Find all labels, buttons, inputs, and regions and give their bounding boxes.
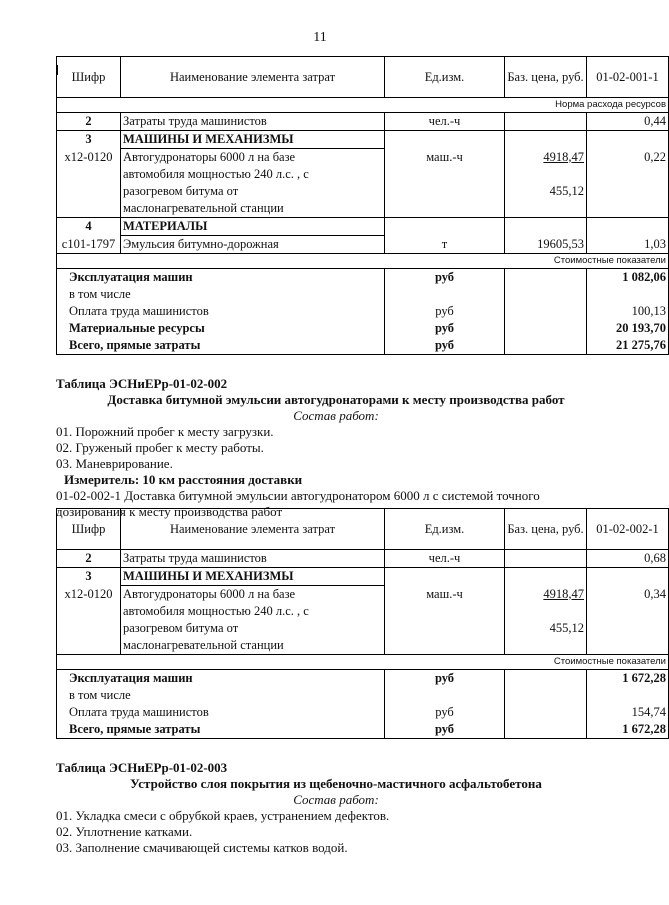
- summary-row: Оплата труда машинистов руб 100,13: [57, 303, 669, 320]
- table-header-row: [57, 57, 669, 98]
- section-heading: Доставка битумной эмульсии автогудронаторами к месту производства работ: [107, 392, 565, 407]
- composition-label: Состав работ:: [293, 792, 379, 807]
- header-norm-code: 01-02-001-1: [587, 57, 669, 98]
- meter-line: Измеритель: 10 км расстояния доставки: [64, 472, 303, 487]
- summary-row: в том числе: [57, 286, 669, 303]
- summary-row: Материальные ресурсы руб 20 193,70: [57, 320, 669, 337]
- table-row: х12-0120 Автогудронаторы 6000 л на базе автомобиля мощностью 240 л.с. , с разогревом битума от маслонагревательной станции маш.-ч 4918,47 455,12 0,34: [57, 586, 669, 655]
- section-heading: Устройство слоя покрытия из щебеночно-мастичного асфальтобетона: [130, 776, 542, 791]
- header-norm-code: 01-02-002-1: [587, 509, 669, 550]
- section-2-text: [56, 376, 616, 520]
- description-line: 01-02-002-1 Доставка битумной эмульсии автогудронатором 6000 л с системой точного: [56, 488, 540, 503]
- composition-label: Состав работ:: [293, 408, 379, 423]
- summary-row: Эксплуатация машин руб 1 082,06: [57, 269, 669, 287]
- table-row: х12-0120 Автогудронаторы 6000 л на базе автомобиля мощностью 240 л.с. , с разогревом битума от маслонагревательной станции маш.-ч 4918,47 455,12 0,22: [57, 149, 669, 218]
- header-price: Баз. цена, руб.: [505, 509, 587, 550]
- table-header-row: [57, 509, 669, 550]
- header-unit: Ед.изм.: [385, 509, 505, 550]
- summary-row: Всего, прямые затраты руб 21 275,76: [57, 337, 669, 355]
- norm-label: Норма расхода ресурсов: [57, 98, 669, 113]
- table-title: Таблица ЭСНиЕРр-01-02-002: [56, 376, 228, 391]
- description-line: дозирования к месту производства работ: [56, 504, 283, 519]
- header-price: Баз. цена, руб.: [505, 57, 587, 98]
- summary-row: Эксплуатация машин руб 1 672,28: [57, 670, 669, 688]
- header-code: Шифр: [57, 509, 121, 550]
- page-number: 11: [313, 30, 327, 45]
- resource-table-2: [56, 508, 669, 739]
- table-row: 2 Затраты труда машинистов чел.-ч 0,68: [57, 550, 669, 568]
- header-unit: Ед.изм.: [385, 57, 505, 98]
- summary-row: Оплата труда машинистов руб 154,74: [57, 704, 669, 721]
- work-step: 01. Порожний пробег к месту загрузки.: [56, 424, 274, 439]
- table-row: 3 МАШИНЫ И МЕХАНИЗМЫ: [57, 568, 669, 586]
- table-row: с101-1797 Эмульсия битумно-дорожная т 19605,53 1,03: [57, 236, 669, 254]
- table-title: Таблица ЭСНиЕРр-01-02-003: [56, 760, 228, 775]
- section-3-text: [56, 760, 616, 856]
- summary-row: Всего, прямые затраты руб 1 672,28: [57, 721, 669, 739]
- resource-table-1: [56, 56, 669, 355]
- work-step: 03. Маневрирование.: [56, 456, 173, 471]
- cost-label: Стоимостные показатели: [57, 254, 669, 269]
- table-row: 4 МАТЕРИАЛЫ: [57, 218, 669, 236]
- table-row: 2 Затраты труда машинистов чел.-ч 0,44: [57, 113, 669, 131]
- cost-label: Стоимостные показатели: [57, 655, 669, 670]
- work-step: 01. Укладка смеси с обрубкой краев, устранением дефектов.: [56, 808, 390, 823]
- header-name: Наименование элемента затрат: [121, 509, 385, 550]
- table-row: 3 МАШИНЫ И МЕХАНИЗМЫ: [57, 131, 669, 149]
- work-step: 02. Уплотнение катками.: [56, 824, 193, 839]
- header-code: Шифр: [57, 57, 121, 98]
- header-name: Наименование элемента затрат: [121, 57, 385, 98]
- summary-row: в том числе: [57, 687, 669, 704]
- work-step: 02. Груженый пробег к месту работы.: [56, 440, 264, 455]
- work-step: 03. Заполнение смачивающей системы катков водой.: [56, 840, 348, 855]
